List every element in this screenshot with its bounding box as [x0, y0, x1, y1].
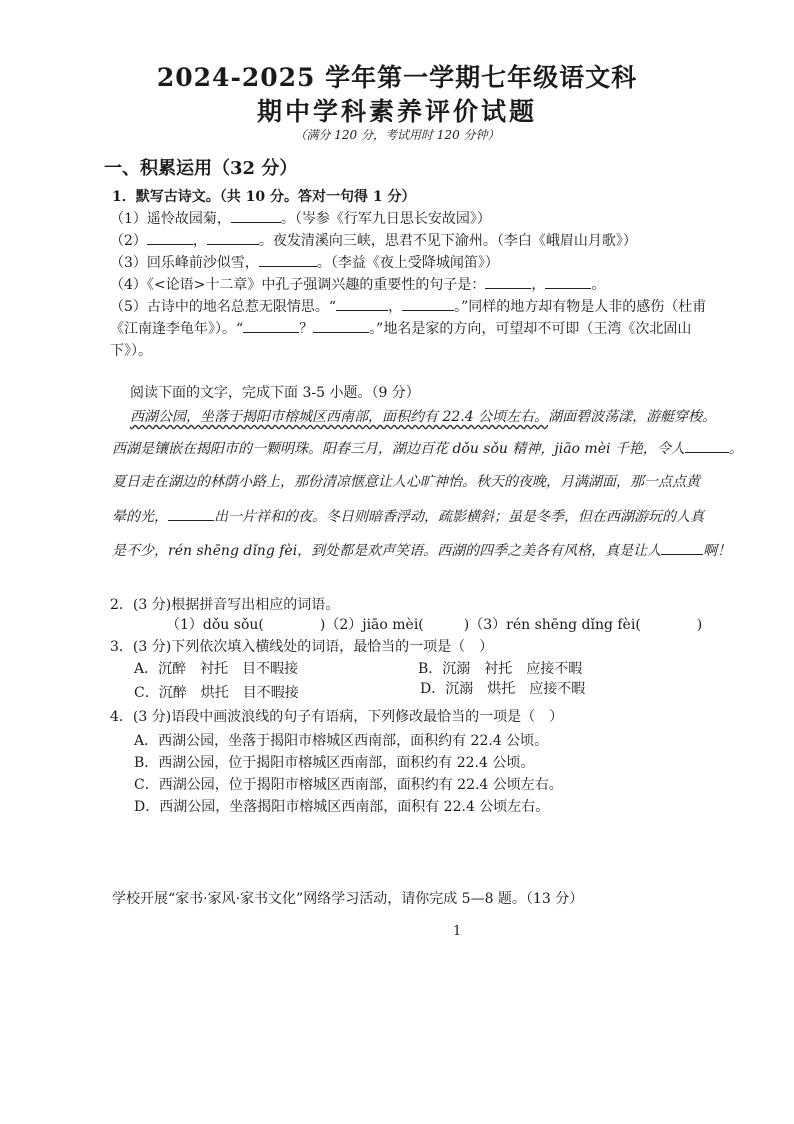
q3-option-a: A．沉醉 衬托 目不暇接 [134, 661, 299, 677]
q3-option-d: D．沉溺 烘托 应接不暇 [420, 681, 586, 697]
exam-score-note: （满分 120 分，考试用时 120 分钟） [294, 128, 500, 142]
reading-intro: 阅读下面的文字，完成下面 3-5 小题。（9 分） [130, 385, 420, 401]
wavy-sentence: 西湖公园，坐落于揭阳市榕城区西南部，面积约有 22.4 公顷左右。 [130, 409, 549, 425]
q1-item-1: （1）遥怜故园菊， 。（岑参《行军九日思长安故园》） [110, 211, 491, 227]
answer-blank [685, 440, 729, 453]
q1-item-5-end: 下》）。 [110, 343, 152, 359]
q4-option-c: C．西湖公园，位于揭阳市榕城区西南部，面积约有 22.4 公顷左右。 [134, 777, 563, 793]
answer-blank [168, 508, 214, 521]
answer-blank [207, 232, 259, 245]
q3-option-c: C．沉醉 烘托 目不暇接 [134, 685, 299, 701]
answer-blank [243, 320, 299, 333]
q1-intro: 1．默写古诗文。（共 10 分。答对一句得 1 分） [112, 189, 416, 205]
q1-item-5-cont: 《江南逢李龟年》）。“ ？ 。”地名是家的方向，可望却不可即（王湾《次北固山 [110, 321, 692, 337]
q2-options: （1）dǒu sǒu( )（2）jiāo mèi( )（3）rén shēng dǐng fèi( ) [166, 617, 703, 633]
exam-title: 2024-2025 学年第一学期七年级语文科 [156, 63, 638, 92]
q3-option-b: B．沉溺 衬托 应接不暇 [418, 661, 583, 677]
passage-line-5: 是不少，rén shēng dǐng fèi，到处都是欢声笑语。西湖的四季之美各有风格，真是让人 啊！ [112, 543, 732, 559]
q1-item-4: （4）《<论语>十二章》中孔子强调兴趣的重要性的句子是： ， 。 [110, 277, 606, 293]
section-heading: 一、积累运用（32 分） [104, 158, 298, 179]
answer-blank [485, 276, 531, 289]
q1-item-5: （5）古诗中的地名总惹无限情思。“ ， 。”同样的地方却有物是人非的感伤（杜甫 [110, 299, 707, 315]
answer-blank [402, 298, 454, 311]
activity-intro: 学校开展“家书·家风·家书文化”网络学习活动，请你完成 5—8 题。（13 分） [112, 891, 584, 907]
passage-line-2: 西湖是镶嵌在揭阳市的一颗明珠。阳春三月，湖边百花 dǒu sǒu 精神，jiāo mèi 千艳，令人 。 [112, 441, 743, 457]
q3-stem: 3．(3 分)下列依次填入横线处的词语，最恰当的一项是（ ） [110, 639, 494, 655]
answer-blank [147, 232, 193, 245]
q4-option-d: D．西湖公园，坐落揭阳市榕城区西南部，面积有 22.4 公顷左右。 [134, 799, 550, 815]
passage-line-4: 晕的光， 出一片祥和的夜。冬日则暗香浮动，疏影横斜；虽是冬季，但在西湖游玩的人真 [112, 509, 704, 525]
answer-blank [313, 320, 369, 333]
q4-stem: 4．(3 分)语段中画波浪线的句子有语病，下列修改最恰当的一项是（ ） [110, 709, 564, 725]
answer-blank [661, 542, 703, 555]
q4-option-a: A．西湖公园，坐落于揭阳市榕城区西南部，面积约有 22.4 公顷。 [134, 733, 549, 749]
answer-blank [259, 254, 317, 267]
answer-blank [545, 276, 591, 289]
answer-blank [336, 298, 388, 311]
q1-item-2: （2） ， 。夜发清溪向三峡，思君不见下渝州。（李白《峨眉山月歌》） [110, 233, 637, 249]
q4-option-b: B．西湖公园，位于揭阳市榕城区西南部，面积约有 22.4 公顷。 [134, 755, 535, 771]
q1-item-3: （3）回乐峰前沙似雪， 。（李益《夜上受降城闻笛》） [110, 255, 499, 271]
passage-line-1: 西湖公园，坐落于揭阳市榕城区西南部，面积约有 22.4 公顷左右。湖面碧波荡漾，游艇穿梭。 [130, 409, 717, 425]
page-number: 1 [453, 924, 462, 939]
passage-line-3: 夏日走在湖边的林荫小路上，那份清凉惬意让人心旷神怡。秋天的夜晚，月满湖面，那一点点黄 [112, 474, 700, 490]
exam-subtitle: 期中学科素养评价试题 [256, 97, 537, 126]
answer-blank [231, 210, 281, 223]
q2-stem: 2．(3 分)根据拼音写出相应的词语。 [110, 597, 340, 613]
